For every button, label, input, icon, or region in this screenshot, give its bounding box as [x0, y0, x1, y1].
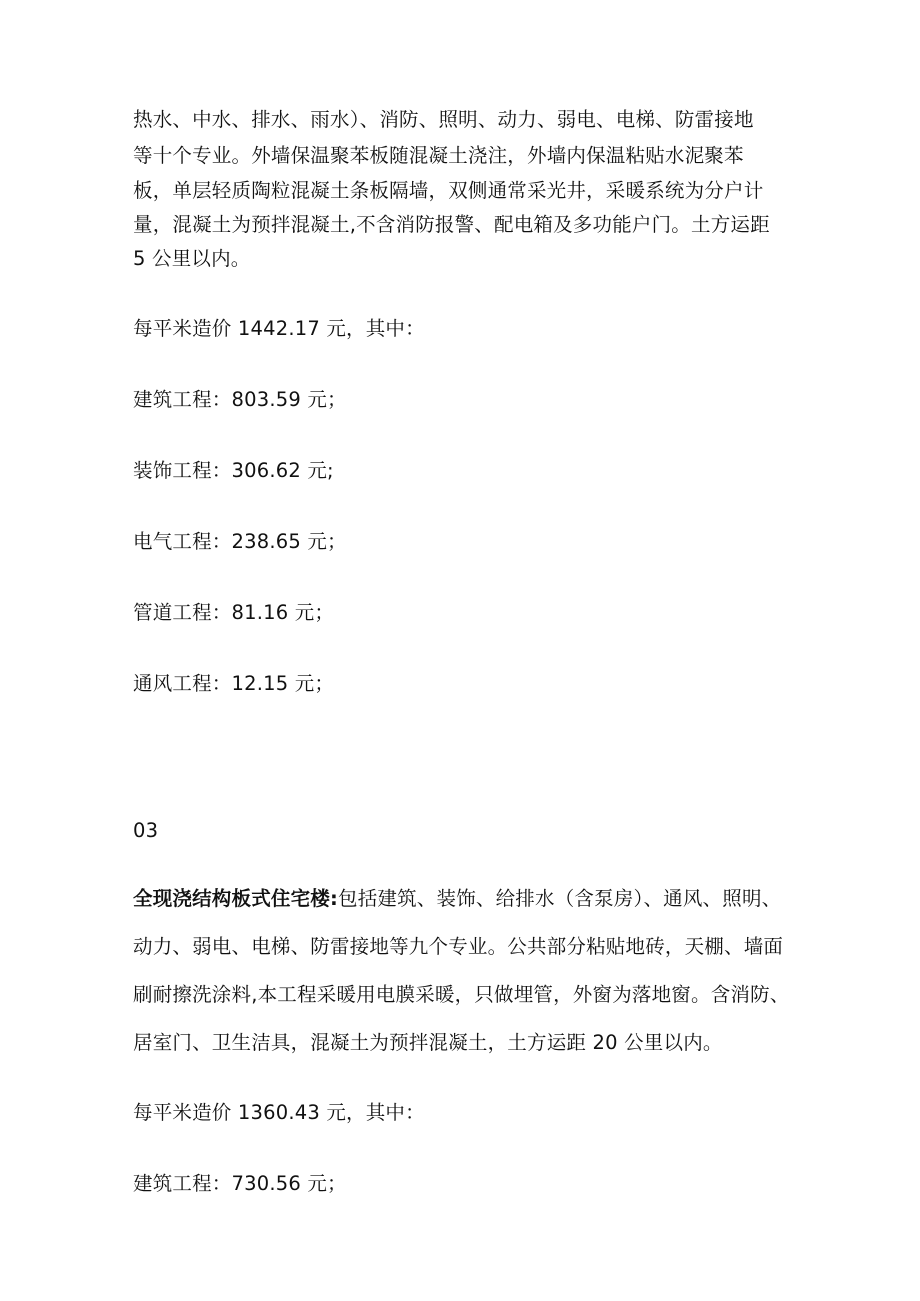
section-number: 03 [133, 819, 159, 842]
intro-line-1: 热水、中水、排水、雨水）、消防、照明、动力、弱电、电梯、防雷接地 [133, 108, 754, 131]
section-first-line [133, 886, 781, 912]
cost-item-decoration-1: 装饰工程：306.62 元; [133, 459, 334, 482]
intro-line-2: 等十个专业。外墙保温聚苯板随混凝土浇注，外墙内保温粘贴水泥聚苯 [133, 144, 744, 167]
intro-line-3: 板，单层轻质陶粒混凝土条板隔墙，双侧通常采光井，采暖系统为分户计 [133, 179, 764, 202]
cost-item-building-1: 建筑工程：803.59 元； [133, 388, 347, 411]
section-line-3: 刷耐擦洗涂料,本工程采暖用电膜采暖，只做埋管，外窗为落地窗。含消防、 [133, 983, 790, 1006]
cost-item-ventilation-1: 通风工程：12.15 元； [133, 672, 335, 695]
section-line-2: 动力、弱电、电梯、防雷接地等九个专业。公共部分粘贴地砖，天棚、墙面 [133, 935, 784, 958]
intro-line-5: 5 公里以内。 [133, 247, 251, 270]
section-line-1: 包括建筑、装饰、给排水（含泵房）、通风、照明、 [338, 887, 782, 910]
cost-item-building-2: 建筑工程：730.56 元； [133, 1172, 347, 1195]
cost-item-piping-1: 管道工程：81.16 元； [133, 601, 335, 624]
cost-item-electrical-1: 电气工程：238.65 元； [133, 530, 347, 553]
cost-total-2: 每平米造价 1360.43 元，其中： [133, 1101, 425, 1124]
intro-line-4: 量，混凝土为预拌混凝土,不含消防报警、配电箱及多功能户门。土方运距 [133, 213, 770, 236]
section-title: 全现浇结构板式住宅楼: [133, 887, 338, 910]
cost-total-1: 每平米造价 1442.17 元，其中： [133, 317, 425, 340]
section-line-4: 居室门、卫生洁具，混凝土为预拌混凝土，土方运距 20 公里以内。 [133, 1031, 723, 1054]
